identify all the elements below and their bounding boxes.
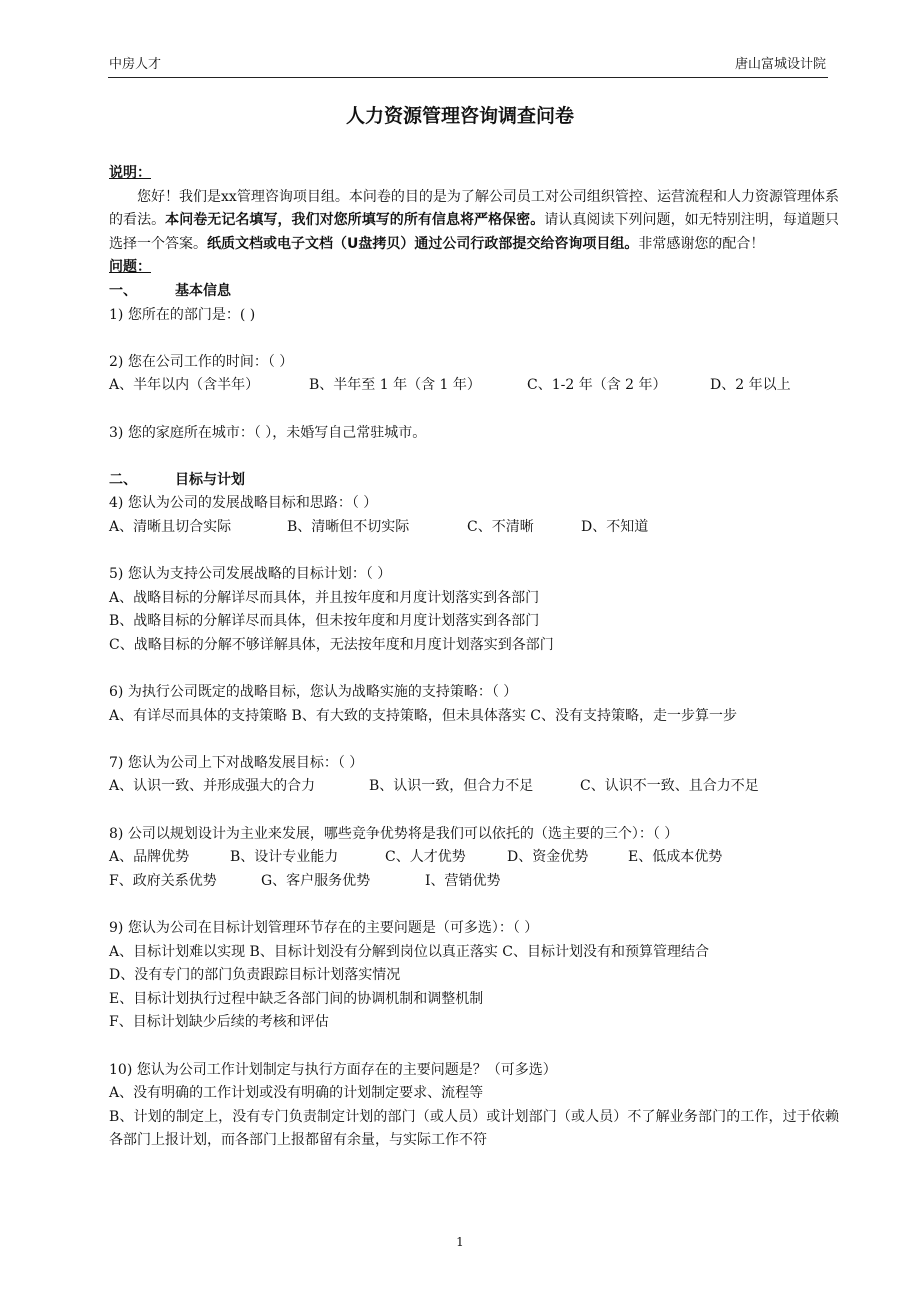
- option: D、不知道: [581, 518, 649, 535]
- section-basic-info: [109, 280, 839, 304]
- option: B、计划的制定上，没有专门负责制定计划的部门（或人员）或计划部门（或人员）不了解业务部门的工作，过于依赖各部门上报计划，而各部门上报都留有余量，与实际工作不符: [109, 1108, 839, 1149]
- question-4: 4) 您认为公司的发展战略目标和思路：（ ）: [109, 495, 378, 512]
- question-3: 3) 您的家庭所在城市：（ ），未婚写自己常驻城市。: [109, 424, 427, 441]
- question-2-options: [109, 374, 839, 398]
- question-7: 7) 您认为公司上下对战略发展目标：（ ）: [109, 754, 364, 771]
- intro-text-1: 您好！我们是xx管理咨询项目组。本问卷的目的是为了解公司员工对公司组织管控、运营流程和人力资源管理体系的看法。: [109, 188, 839, 229]
- option: B、认识一致，但合力不足: [369, 778, 534, 795]
- option: B、设计专业能力: [230, 849, 339, 866]
- section-number: 一、: [109, 282, 137, 299]
- question-8-options-row2: [109, 870, 839, 894]
- option: A、半年以内（含半年）: [109, 377, 260, 394]
- question-6-options: A、有详尽而具体的支持策略 B、有大致的支持策略，但未具体落实 C、没有支持策略，走一步算一步: [109, 707, 738, 724]
- option: A、认识一致、并形成强大的合力: [109, 778, 316, 795]
- question-2: 2) 您在公司工作的时间：（ ）: [109, 353, 294, 370]
- intro-heading: 说明：: [109, 165, 151, 181]
- intro-confidential-notice: 本问卷无记名填写，我们对您所填写的所有信息将严格保密。: [165, 212, 545, 229]
- option: B、战略目标的分解详尽而具体，但未按年度和月度计划落实到各部门: [109, 613, 540, 630]
- section-number: 二、: [109, 471, 137, 488]
- question-1: 1) 您所在的部门是：( ): [109, 306, 256, 323]
- document-body: [109, 162, 839, 1153]
- question-4-options: [109, 516, 839, 540]
- intro-text-3: 非常感谢您的配合！: [638, 235, 765, 252]
- question-9: 9) 您认为公司在目标计划管理环节存在的主要问题是（可多选）：（ ）: [109, 920, 539, 936]
- option: I、营销优势: [425, 872, 501, 889]
- option: A、战略目标的分解详尽而具体，并且按年度和月度计划落实到各部门: [109, 589, 540, 606]
- header-company-left: 中房人才: [109, 57, 162, 72]
- option: F、目标计划缺少后续的考核和评估: [109, 1014, 329, 1031]
- option: D、没有专门的部门负责跟踪目标计划落实情况: [109, 967, 401, 984]
- option: G、客户服务优势: [261, 872, 371, 889]
- option: F、政府关系优势: [109, 872, 217, 889]
- question-10: 10) 您认为公司工作计划制定与执行方面存在的主要问题是？（可多选）: [109, 1061, 557, 1078]
- header-divider: [108, 77, 828, 78]
- page-number: 1: [456, 1235, 464, 1249]
- option: A、没有明确的工作计划或没有明确的计划制定要求、流程等: [109, 1085, 484, 1102]
- questions-heading: 问题：: [109, 259, 151, 276]
- option: C、人才优势: [385, 849, 466, 866]
- section-goals-plans: [109, 469, 839, 493]
- intro-paragraph: [109, 186, 839, 257]
- question-6: 6) 为执行公司既定的战略目标，您认为战略实施的支持策略：（ ）: [109, 684, 518, 701]
- section-title: 目标与计划: [175, 471, 245, 488]
- option: B、清晰但不切实际: [287, 518, 410, 535]
- intro-submission-notice: 纸质文档或电子文档（U盘拷贝）通过公司行政部提交给咨询项目组。: [207, 235, 639, 252]
- document-title: 人力资源管理咨询调查问卷: [345, 105, 574, 127]
- question-7-options: [109, 775, 839, 799]
- option: A、清晰且切合实际: [109, 518, 232, 535]
- option: A、品牌优势: [109, 849, 190, 866]
- option: C、战略目标的分解不够详解具体，无法按年度和月度计划落实到各部门: [109, 636, 554, 653]
- option: C、认识不一致、且合力不足: [580, 778, 759, 795]
- option: A、目标计划难以实现 B、目标计划没有分解到岗位以真正落实 C、目标计划没有和预算管理结合: [109, 943, 710, 960]
- question-8: 8) 公司以规划设计为主业来发展，哪些竞争优势将是我们可以依托的（选主要的三个）：（ ）: [109, 825, 679, 842]
- intro-text-2: 请认真阅读下列问题，如无特别注明，每道题只选择一个答案。: [109, 212, 840, 252]
- question-8-options-row1: [109, 846, 839, 870]
- option: D、2 年以上: [710, 377, 791, 394]
- question-5: 5) 您认为支持公司发展战略的目标计划：（ ）: [109, 566, 392, 583]
- option: E、低成本优势: [628, 849, 723, 866]
- option: B、半年至 1 年（含 1 年）: [309, 377, 481, 394]
- option: C、1-2 年（含 2 年）: [527, 377, 667, 394]
- header-company-right: 唐山富城设计院: [734, 57, 826, 72]
- option: D、资金优势: [507, 849, 589, 866]
- option: C、不清晰: [467, 518, 534, 535]
- option: E、目标计划执行过程中缺乏各部门间的协调机制和调整机制: [109, 990, 484, 1007]
- section-title: 基本信息: [175, 282, 231, 299]
